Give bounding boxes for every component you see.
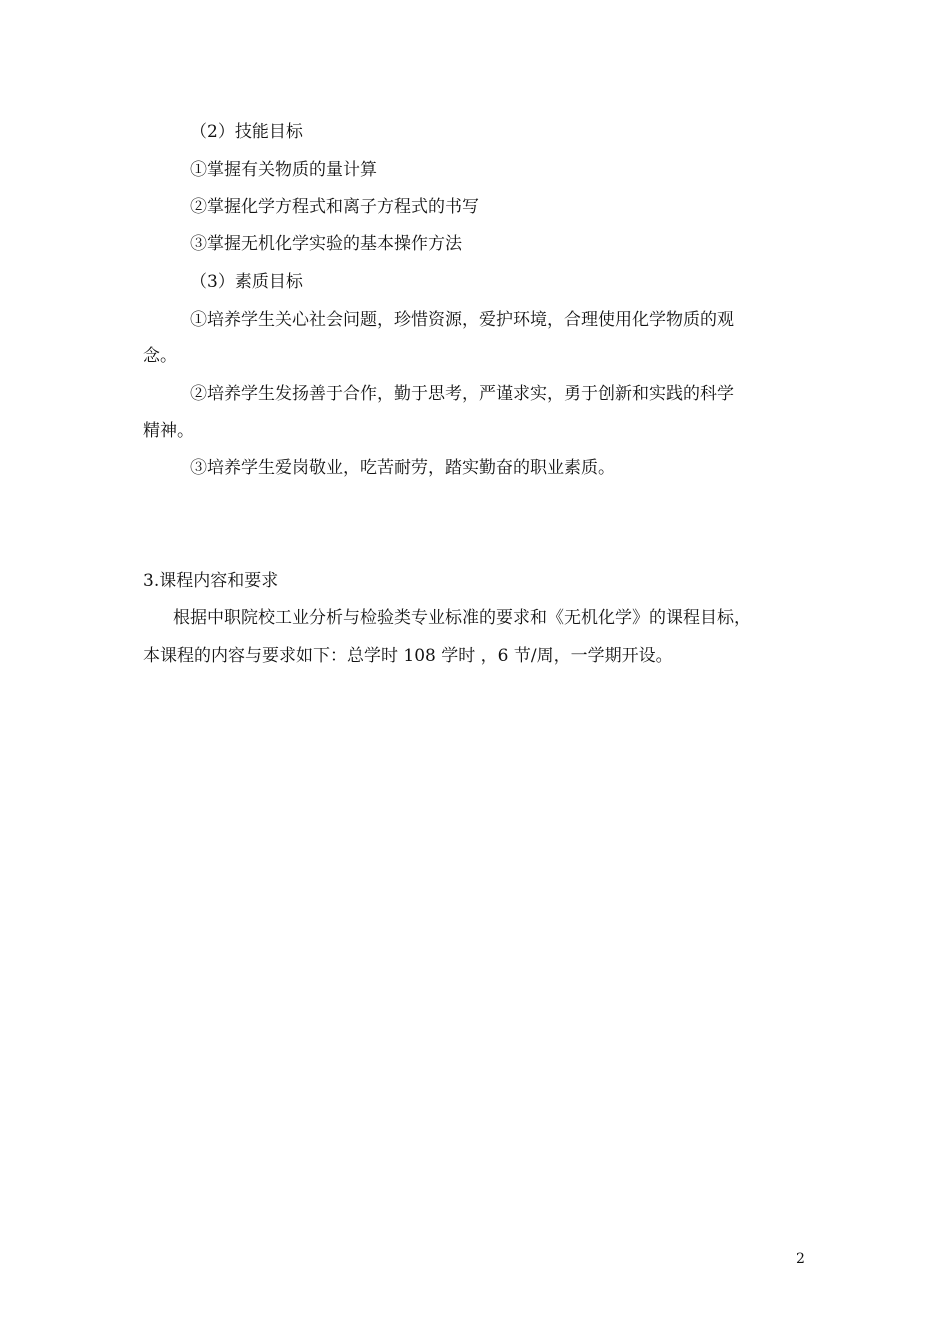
skills-heading: （2）技能目标: [190, 122, 303, 142]
section-3-heading: 3.课程内容和要求: [143, 571, 279, 591]
qualities-item-1-line-1: ①培养学生关心社会问题，珍惜资源，爱护环境，合理使用化学物质的观: [190, 310, 734, 330]
skills-item-2: ②掌握化学方程式和离子方程式的书写: [190, 197, 479, 217]
section-3-paragraph-line-1: 根据中职院校工业分析与检验类专业标准的要求和《无机化学》的课程目标，: [173, 608, 751, 628]
qualities-item-2-line-1: ②培养学生发扬善于合作，勤于思考，严谨求实，勇于创新和实践的科学: [190, 384, 734, 404]
skills-item-3: ③掌握无机化学实验的基本操作方法: [190, 234, 462, 254]
qualities-item-3: ③培养学生爱岗敬业，吃苦耐劳，踏实勤奋的职业素质。: [190, 458, 615, 478]
page-number: 2: [796, 1251, 805, 1267]
qualities-heading: （3）素质目标: [190, 272, 303, 292]
qualities-item-1-line-2: 念。: [143, 346, 177, 366]
section-3-paragraph-line-2: 本课程的内容与要求如下：总学时 108 学时 ，6 节/周，一学期开设。: [143, 646, 673, 666]
skills-item-1: ①掌握有关物质的量计算: [190, 160, 377, 180]
qualities-item-2-line-2: 精神。: [143, 421, 194, 441]
